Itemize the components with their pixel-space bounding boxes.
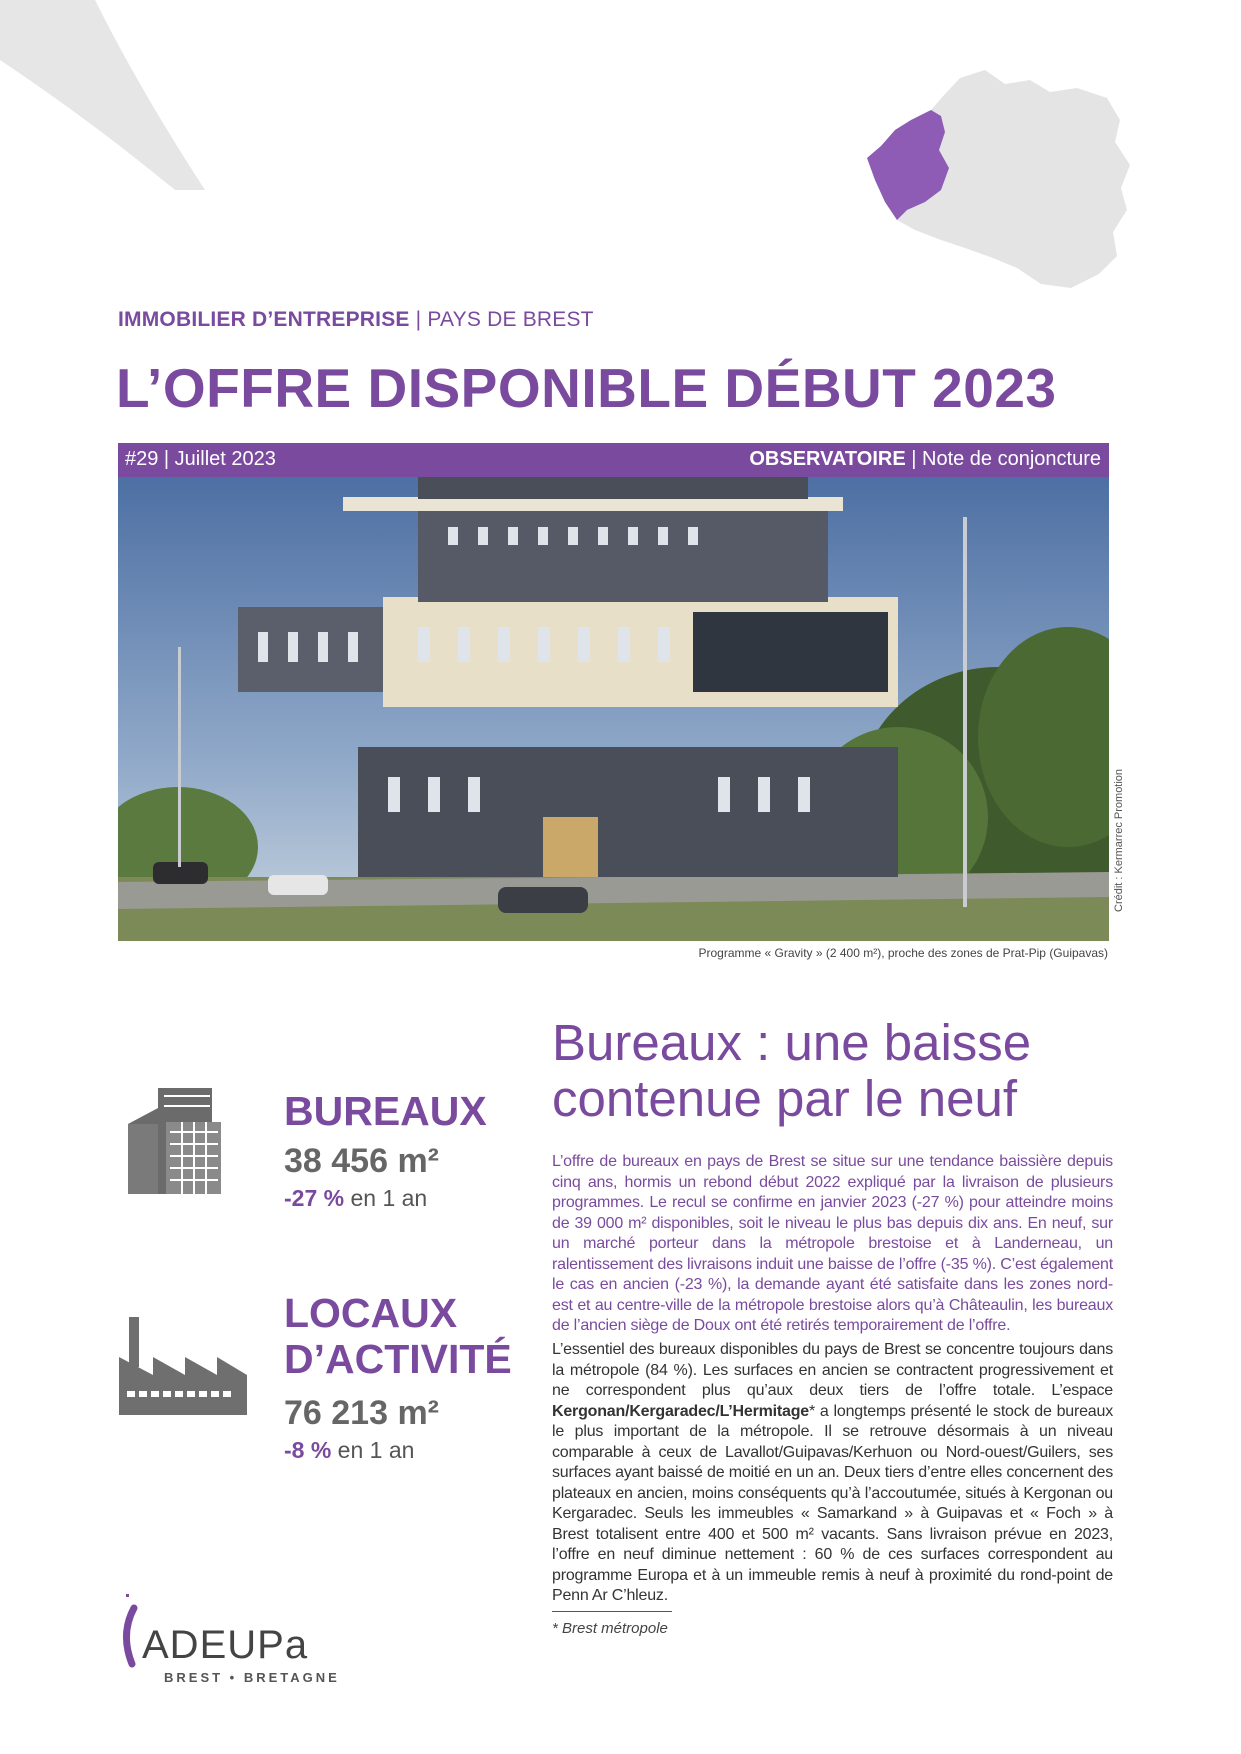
decorative-swoosh bbox=[0, 0, 260, 200]
para2-end: * a longtemps présenté le stock de bureaux le plus important de la métropole. Il se retrouve désormais à un niveau comparable à ceux de Lavallot/Guipavas/Kerhuon ou Nord-ouest/Guilers, ses surfaces ayant baissé de moitié en un an. Deux tiers d’entre elles concernent des plateaux en ancien, moins conséquents qu’à l’accoutumée, situés à Kergonan ou Kergaradec. Seuls les immeubles « Samarkand » à Guipavas et « Foch » à Brest totalisent entre 400 et 500 m² vacants. Sans livraison prévue en 2023, l’offre en neuf diminue nettement : 60 % de ces surfaces correspondent au programme Europa et à un immeuble remis à neuf à proximité du rond-point de Penn Ar C’hleuz. bbox=[552, 1402, 1113, 1604]
adeupa-logo bbox=[118, 1594, 348, 1689]
article-title bbox=[552, 1015, 1031, 1127]
brittany-map bbox=[845, 70, 1135, 300]
locaux-pct: -8 % bbox=[284, 1437, 332, 1463]
building-photo bbox=[118, 477, 1109, 941]
para2-bold: Kergonan/Kergaradec/L’Hermitage bbox=[552, 1402, 809, 1420]
article-title-line-2: contenue par le neuf bbox=[552, 1070, 1018, 1127]
bureaux-value: 38 456 m² bbox=[284, 1142, 439, 1180]
kicker bbox=[118, 308, 594, 332]
para2-start: L’essentiel des bureaux disponibles du pays de Brest se concentre toujours dans la métropole (84 %). Les surfaces en ancien se contractent progressivement et ne correspondent plus qu’aux deux tiers de l’offre totale. L’espace bbox=[552, 1341, 1113, 1399]
bureaux-period: en 1 an bbox=[344, 1185, 428, 1211]
locaux-label bbox=[284, 1290, 512, 1382]
page-title: L’OFFRE DISPONIBLE DÉBUT 2023 bbox=[116, 357, 1057, 419]
article-paragraph-1: L’offre de bureaux en pays de Brest se situe sur une tendance baissière depuis cinq ans, hormis un rebond début 2022 expliqué par la livraison de plusieurs programmes. Le recul se confirme en janvier 2023 (-27 %) pour atteindre moins de 39 000 m² disponibles, soit le niveau le plus bas depuis dix ans. En neuf, sur un marché porteur dans la métropole brestoise et à Landerneau, un ralentissement des livraisons induit une baisse de l’offre (-35 %). C’est également le cas en ancien (-23 %), la demande ayant été satisfaite dans les zones nord-est et au centre-ville de la métropole brestoise alors qu’à Châteaulin, les bureaux de l’ancien siège de Doux ont été retirés temporairement de l’offre. bbox=[552, 1153, 1113, 1334]
kicker-category: IMMOBILIER D’ENTREPRISE bbox=[118, 308, 410, 331]
series-light: | Note de conjoncture bbox=[905, 448, 1101, 470]
photo-caption: Programme « Gravity » (2 400 m²), proche des zones de Prat-Pip (Guipavas) bbox=[698, 946, 1108, 960]
photo-credit: Crédit : Kermarrec Promotion bbox=[1113, 768, 1125, 912]
issue-band bbox=[118, 443, 1109, 477]
bureaux-label: BUREAUX bbox=[284, 1088, 487, 1134]
article-title-line-1: Bureaux : une baisse bbox=[552, 1014, 1032, 1071]
locaux-value: 76 213 m² bbox=[284, 1394, 439, 1432]
issue-number: #29 | Juillet 2023 bbox=[125, 448, 276, 470]
locaux-period: en 1 an bbox=[331, 1437, 415, 1463]
footnote: * Brest métropole bbox=[552, 1620, 668, 1637]
kicker-region: | PAYS DE BREST bbox=[409, 308, 594, 331]
series-label bbox=[749, 448, 1101, 471]
footnote-divider bbox=[552, 1611, 672, 1612]
factory-icon bbox=[119, 1317, 247, 1417]
logo-wordmark: ADEUPa bbox=[142, 1623, 309, 1667]
series-strong: OBSERVATOIRE bbox=[749, 448, 906, 470]
logo-tagline: BREST • BRETAGNE bbox=[164, 1670, 340, 1685]
bureaux-change bbox=[284, 1185, 427, 1212]
locaux-label-line-2: D’ACTIVITÉ bbox=[284, 1336, 512, 1382]
locaux-change bbox=[284, 1437, 414, 1464]
bureaux-pct: -27 % bbox=[284, 1185, 345, 1211]
locaux-label-line-1: LOCAUX bbox=[284, 1290, 458, 1336]
article-paragraph-2 bbox=[552, 1340, 1113, 1607]
office-building-icon bbox=[128, 1086, 248, 1196]
